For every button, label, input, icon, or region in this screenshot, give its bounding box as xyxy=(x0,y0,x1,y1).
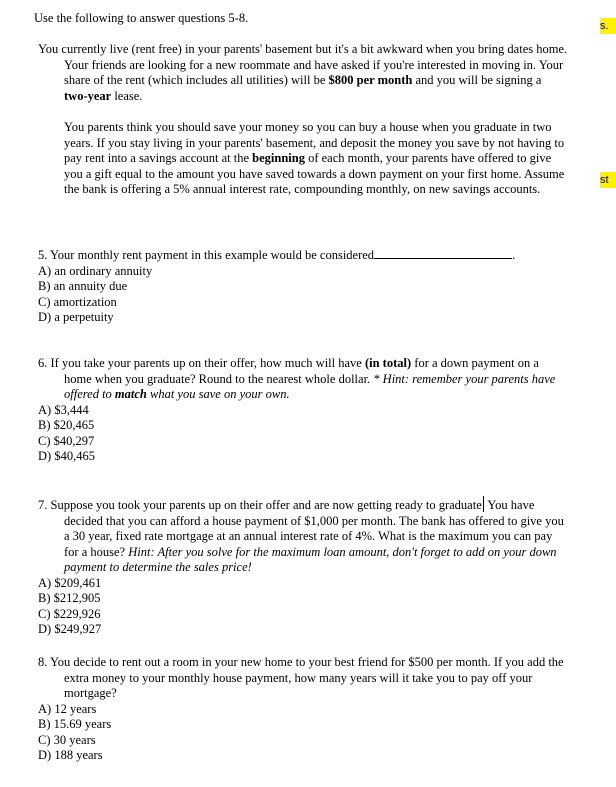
question-7 xyxy=(38,496,568,638)
side-tab-top[interactable]: s. xyxy=(600,18,616,34)
question-5 xyxy=(38,247,568,326)
choice-a: A) 12 years xyxy=(38,701,97,716)
choice-b: B) $20,465 xyxy=(38,418,95,432)
choice-a: A) $3,444 xyxy=(38,402,89,417)
choice-b: B) an annuity due xyxy=(38,279,128,293)
lease-term: two-year xyxy=(64,88,112,103)
scenario-paragraph-2 xyxy=(38,120,568,198)
question-5-text xyxy=(38,247,568,264)
question-8-text: 8. You decide to rent out a room in your new home to your best friend for $500 per month. If you add the extra money to your monthly house payment, how many years will it take you to pay off your mortgage? xyxy=(38,655,564,700)
choice-d: D) $40,465 xyxy=(38,449,95,463)
rent-amount: $800 per month xyxy=(328,73,413,87)
scenario-text: You currently live (rent free) in your parents' basement but it's a bit awkward when you bring dates home. Your friends are looking for a new roommate and have asked if you're interested in moving in. Your share of the rent (which includes all utilities) will be xyxy=(38,42,568,87)
choice-a: A) an ordinary annuity xyxy=(38,263,153,278)
choice-b: B) 15.69 years xyxy=(38,717,112,731)
choice-b: B) $212,905 xyxy=(38,591,101,605)
choice-d: D) a perpetuity xyxy=(38,310,114,324)
choice-c: C) 30 years xyxy=(38,732,96,747)
question-5-period: . xyxy=(512,248,516,262)
timing-word: beginning xyxy=(252,151,305,165)
question-7-prompt: 7. Suppose you took your parents up on their offer and are now getting ready to graduate xyxy=(38,498,482,512)
question-8 xyxy=(38,655,568,764)
question-7-text xyxy=(38,496,568,576)
question-7-hint: Hint: After you solve for the maximum loan amount, don't forget to add on your down payment to determine the sales price! xyxy=(64,544,557,574)
scenario-text: You parents think you should save your money so you can buy a house when you graduate in two years. If you stay living in your parents' basement, and deposit the money you save by not having to pay rent into a savings account at the xyxy=(64,120,565,165)
side-tab-middle[interactable]: st xyxy=(600,172,616,188)
choice-d: D) $249,927 xyxy=(38,622,102,636)
question-6 xyxy=(38,356,568,465)
choice-c: C) $40,297 xyxy=(38,433,95,448)
choice-d: D) 188 years xyxy=(38,748,103,762)
text-cursor xyxy=(483,496,484,512)
scenario-text: of each month, your parents have offered to give you a gift equal to the amount you have saved towards a down payment on your first home. Assume the bank is offering a 5% annual interest rate, compounding monthly, on new savings accounts. xyxy=(64,151,565,196)
scenario-text: lease. xyxy=(111,88,143,103)
hint-text: * Hint: remember your parents have offered to xyxy=(64,371,556,401)
answer-blank xyxy=(374,247,512,259)
choice-c: C) $229,926 xyxy=(38,606,101,621)
hint-emphasis: match xyxy=(114,387,147,401)
choice-c: C) amortization xyxy=(38,294,117,309)
question-6-prompt: for a down payment on a home when you graduate? Round to the nearest whole dollar. xyxy=(64,356,539,386)
scenario-text: and you will be signing a xyxy=(412,73,542,87)
question-6-text xyxy=(38,356,568,403)
question-7-prompt: You have decided that you can afford a house payment of $1,000 per month. The bank has offered to give you a 30 year, fixed rate mortgage at an annual interest rate of 4%. What is the maximum you can pay for a house? xyxy=(64,498,564,559)
intro-line: Use the following to answer questions 5-8. xyxy=(34,11,249,25)
scenario xyxy=(38,42,568,198)
scenario-paragraph-1 xyxy=(38,42,568,104)
hint-text: what you save on your own. xyxy=(146,387,290,401)
question-6-emphasis: (in total) xyxy=(364,356,412,370)
question-5-prompt: 5. Your monthly rent payment in this example would be considered xyxy=(38,248,375,262)
question-6-prompt: 6. If you take your parents up on their offer, how much will have xyxy=(38,356,365,370)
choice-a: A) $209,461 xyxy=(38,575,102,590)
